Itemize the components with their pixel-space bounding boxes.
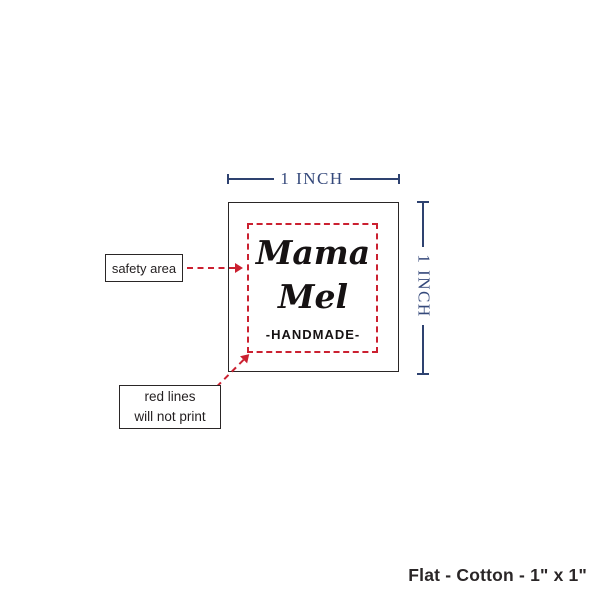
safety-area-arrow	[187, 267, 235, 269]
arrowhead-icon	[235, 263, 243, 273]
top-dimension-label	[274, 158, 350, 200]
right-dimension-label	[404, 247, 444, 325]
safety-area-callout	[105, 254, 183, 282]
label-text-line2: Mel	[277, 277, 349, 316]
red-lines-callout-line1: red lines	[144, 389, 196, 405]
top-dimension-left-cap	[227, 174, 229, 184]
footer-caption: Flat - Cotton - 1" x 1"	[408, 565, 587, 585]
right-dimension-bottom-cap	[417, 373, 429, 375]
red-lines-callout	[119, 385, 221, 429]
top-dimension-label-text: 1 INCH	[280, 169, 344, 188]
red-lines-callout-line2: will not print	[134, 409, 206, 424]
label-text-line1: Mama	[255, 233, 371, 272]
safety-area-callout-text: safety area	[111, 260, 177, 276]
right-dimension-top-cap	[417, 201, 429, 203]
label-text-handmade: -HANDMADE-	[265, 327, 361, 342]
top-dimension-right-cap	[398, 174, 400, 184]
right-dimension-label-text: 1 INCH	[415, 254, 434, 318]
